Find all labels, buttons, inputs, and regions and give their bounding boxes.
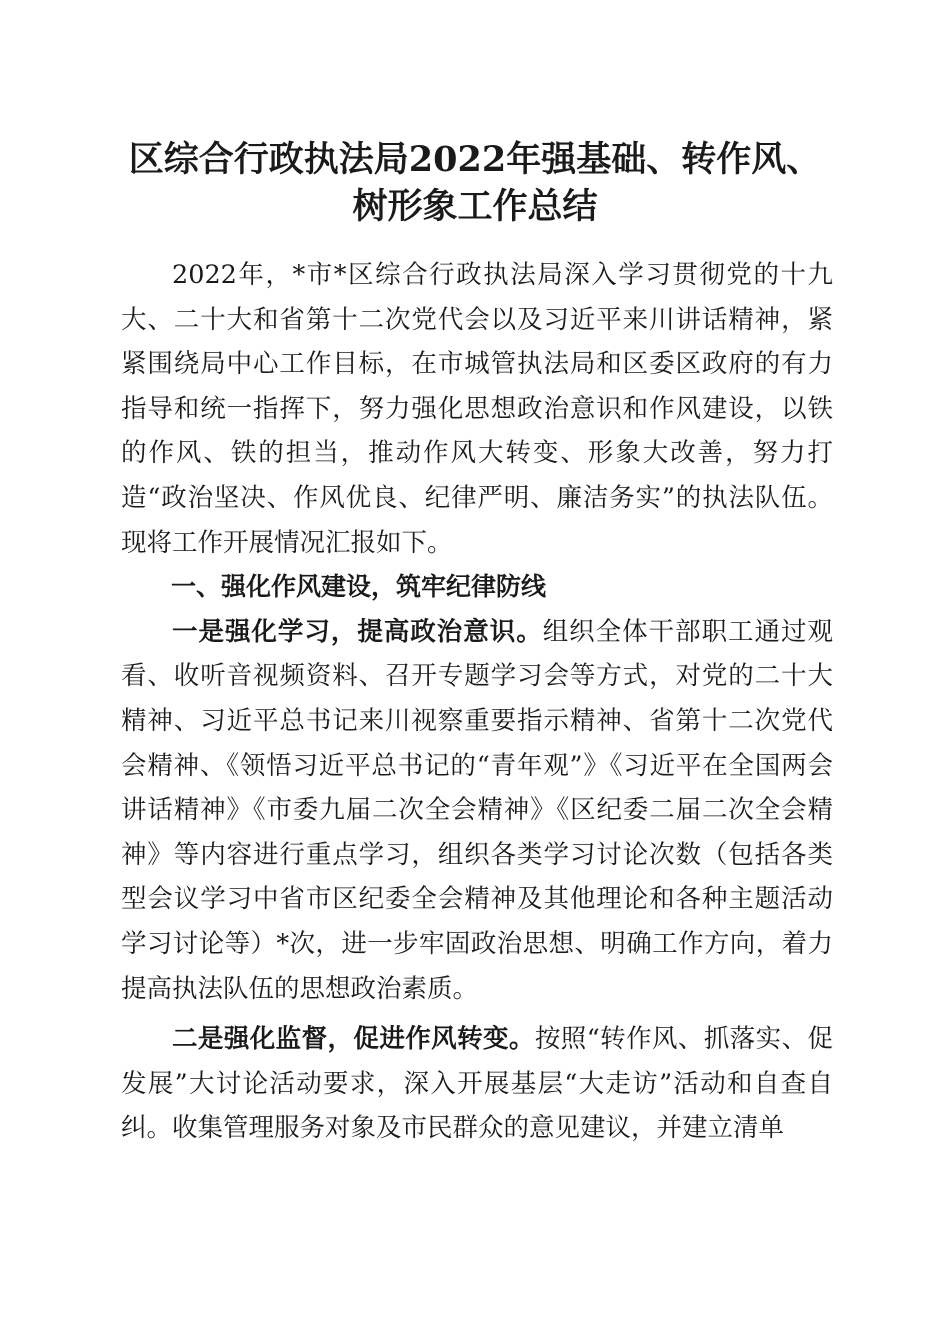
item-2-body: 按照“转作风、抓落实、促发展”大讨论活动要求，深入开展基层“大走访”活动和自查自纠。收集管理服务对象及市民群众的意见建议，并建立清单 xyxy=(121,1024,833,1144)
intro-paragraph: 2022年，*市*区综合行政执法局深入学习贯彻党的十九大、二十大和省第十二次党代会以及习近平来川讲话精神，紧紧围绕局中心工作目标，在市城管执法局和区委区政府的有力指导和统一指挥下，努力强化思想政治意识和作风建设，以铁的作风、铁的担当，推动作风大转变、形象大改善，努力打造“政治坚决、作风优良、纪律严明、廉洁务实”的执法队伍。现将工作开展情况汇报如下。 xyxy=(121,260,833,558)
item-2-lead: 二是强化监督，促进作风转变。 xyxy=(172,1024,535,1055)
document-body xyxy=(121,253,833,1151)
item-1-paragraph xyxy=(121,610,833,1011)
section-1-heading: 一、强化作风建设，筑牢纪律防线 xyxy=(171,572,547,602)
item-1-body: 组织全体干部职工通过观看、收听音视频资料、召开专题学习会等方式，对党的二十大精神、习近平总书记来川视察重要指示精神、省第十二次党代会精神、《领悟习近平总书记的“青年观”》《习近平在全国两会讲话精神》《市委九届二次全会精神》《区纪委二届二次全会精神》等内容进行重点学习，组织各类学习讨论次数（包括各类型会议学习中省市区纪委全会精神及其他理论和各种主题活动学习讨论等）*次，进一步牢固政治思想、明确工作方向，着力提高执法队伍的思想政治素质。 xyxy=(121,616,833,1004)
item-2-paragraph xyxy=(121,1017,833,1151)
item-1-lead: 一是强化学习，提高政治意识。 xyxy=(172,616,543,647)
document-title-line-2: 树形象工作总结 xyxy=(352,186,598,227)
document-title-line-1: 区综合行政执法局2022年强基础、转作风、 xyxy=(128,139,822,180)
